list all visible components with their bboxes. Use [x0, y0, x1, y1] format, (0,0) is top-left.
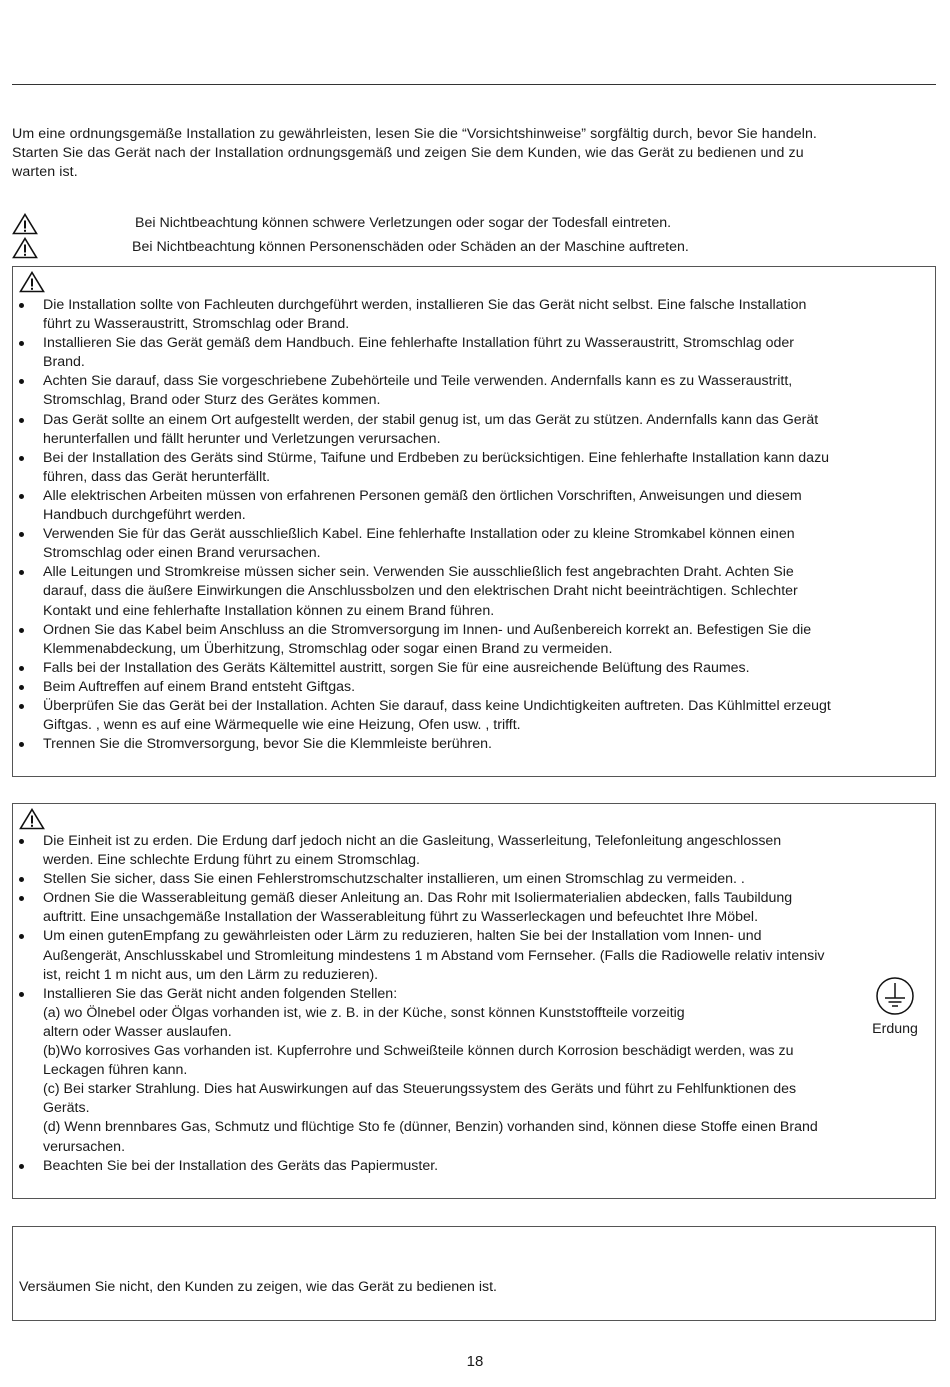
list-item-line: Installieren Sie das Gerät nicht anden folgenden Stellen: [43, 985, 398, 1002]
list-item-line: Alle Leitungen und Stromkreise müssen sicher sein. Verwenden Sie ausschließlich fest angebrachten Draht. Achten Sie [43, 564, 794, 581]
list-item-line: werden. Eine schlechte Erdung führt zu einem Stromschlag. [43, 852, 420, 869]
list-item [13, 411, 931, 449]
list-item [13, 659, 931, 678]
list-item-line: Beachten Sie bei der Installation des Geräts das Papiermuster. [43, 1157, 439, 1174]
header-rule [12, 84, 936, 85]
list-item [13, 334, 931, 372]
list-item [13, 487, 931, 525]
list-item-line: führt zu Wasseraustritt, Stromschlag oder Brand. [43, 316, 350, 333]
list-item [13, 296, 931, 334]
list-item-line: ist, reicht 1 m nicht aus, um den Lärm zu reduzieren). [43, 966, 379, 983]
list-item-line: Klemmenabdeckung, um Überhitzung, Stromschlag oder sogar einen Brand zu vermeiden. [43, 640, 613, 657]
list-item-line: Die Einheit ist zu erden. Die Erdung darf jedoch nicht an die Gasleitung, Wasserleitung, Telefonleitung angeschlossen [43, 833, 782, 849]
warning-triangle-icon [12, 213, 38, 235]
list-item-line: Überprüfen Sie das Gerät bei der Installation. Achten Sie darauf, dass keine Undichtigkeiten auftreten. Das Kühlmittel erzeugt [43, 697, 831, 714]
list-item-line: Geräts. [43, 1100, 90, 1117]
list-item-line: Falls bei der Installation des Geräts Kältemittel austritt, sorgen Sie für eine ausreichende Belüftung des Raumes. [43, 659, 750, 676]
intro-paragraph [12, 125, 922, 182]
list-item-line: Giftgas. , wenn es auf eine Wärmequelle wie eine Heizung, Ofen usw. , trifft. [43, 717, 521, 734]
list-item-line: Brand. [43, 354, 85, 371]
list-item [13, 678, 931, 697]
intro-line: Um eine ordnungsgemäße Installation zu gewährleisten, lesen Sie die “Vorsichtshinweise” sorgfältig durch, bevor Sie handeln. [12, 126, 817, 142]
list-item-line: Kontakt und eine fehlerhafte Installation können zu einem Brand führen. [43, 602, 495, 619]
list-item-line: Das Gerät sollte an einem Ort aufgestellt werden, der stabil genug ist, um das Gerät zu stützen. Andernfalls kann das Gerät [43, 411, 819, 428]
warning-triangle-icon [19, 808, 45, 830]
list-item [13, 621, 931, 659]
list-item [13, 889, 931, 927]
ground-symbol [857, 976, 933, 1039]
list-item-line: Bei der Installation des Geräts sind Stürme, Taifune und Erdbeben zu berücksichtigen. Eine fehlerhafte Installation kann dazu [43, 449, 830, 466]
list-item-line: Stromschlag oder einen Brand verursachen. [43, 545, 321, 562]
list-item [13, 735, 931, 754]
list-item-line: Um einen gutenEmpfang zu gewährleisten oder Lärm zu reduzieren, halten Sie bei der Installation vom Innen- und [43, 928, 762, 945]
list-item-line: auftritt. Eine unsachgemäße Installation der Wasserableitung führt zu Wasserleckagen und befeuchtet Ihre Möbel. [43, 909, 759, 926]
list-item-line: Trennen Sie die Stromversorgung, bevor Sie die Klemmleiste berühren. [43, 736, 492, 753]
list-item-line: Alle elektrischen Arbeiten müssen von erfahrenen Personen gemäß den örtlichen Vorschriften, Anweisungen und diesem [43, 487, 802, 504]
list-item [13, 870, 931, 889]
list-item-line: Leckagen führen kann. [43, 1062, 188, 1079]
list-item-line: Verwenden Sie für das Gerät ausschließlich Kabel. Eine fehlerhafte Installation oder zu kleine Stromkabel können einen [43, 526, 795, 543]
list-item-line: herunterfallen und fällt herunter und Verletzungen verursachen. [43, 430, 441, 447]
list-item [13, 1157, 931, 1176]
signal-caution-text: Bei Nichtbeachtung können Personenschäden oder Schäden an der Maschine auftreten. [132, 239, 689, 255]
list-item-line: (b)Wo korrosives Gas vorhanden ist. Kupferrohre und Schweißteile können durch Korrosion beschädigt werden, was zu [43, 1043, 794, 1060]
intro-line: warten ist. [12, 164, 78, 181]
warning-triangle-icon [12, 237, 38, 259]
ground-symbol-icon [875, 976, 915, 1016]
list-item [13, 525, 931, 563]
caution-box [12, 803, 936, 1199]
list-item [13, 563, 931, 620]
list-item-line: Installieren Sie das Gerät gemäß dem Handbuch. Eine fehlerhafte Installation führt zu Wasseraustritt, Stromschlag oder [43, 335, 794, 352]
ground-label: Erdung [872, 1021, 918, 1037]
warning-list [13, 296, 931, 754]
list-item-line: Die Installation sollte von Fachleuten durchgeführt werden, installieren Sie das Gerät nicht selbst. Eine falsche Installation [43, 297, 807, 313]
list-item [13, 985, 931, 1157]
list-item-line: Handbuch durchgeführt werden. [43, 507, 246, 524]
intro-line: Starten Sie das Gerät nach der Installation ordnungsgemäß und zeigen Sie dem Kunden, wie das Gerät zu bedienen und zu [12, 145, 804, 162]
customer-note-text: Versäumen Sie nicht, den Kunden zu zeigen, wie das Gerät zu bedienen ist. [19, 1279, 497, 1295]
list-item-line: Ordnen Sie das Kabel beim Anschluss an die Stromversorgung im Innen- und Außenbereich korrekt an. Befestigen Sie die [43, 621, 812, 638]
list-item [13, 832, 931, 870]
customer-note-box [12, 1226, 936, 1321]
list-item-line: verursachen. [43, 1138, 126, 1155]
list-item-line: Beim Auftreffen auf einem Brand entsteht Giftgas. [43, 678, 356, 695]
list-item [13, 927, 931, 984]
warning-box [12, 266, 936, 777]
list-item-line: (d) Wenn brennbares Gas, Schmutz und flüchtige Sto fe (dünner, Benzin) vorhanden sind, können diese Stoffe einen Brand [43, 1119, 818, 1136]
list-item-line: Stromschlag, Brand oder Sturz des Gerätes kommen. [43, 392, 381, 409]
warning-triangle-icon [19, 271, 45, 293]
list-item [13, 697, 931, 735]
list-item-line: Achten Sie darauf, dass Sie vorgeschriebene Zubehörteile und Teile verwenden. Andernfalls kann es zu Wasseraustritt, [43, 373, 793, 390]
signal-row-warning [12, 213, 922, 235]
list-item-line: Stellen Sie sicher, dass Sie einen Fehlerstromschutzschalter installieren, um einen Stromschlag zu vermeiden. . [43, 871, 745, 888]
list-item-line: Ordnen Sie die Wasserableitung gemäß dieser Anleitung an. Das Rohr mit Isoliermaterialien abdecken, falls Taubildung [43, 890, 793, 907]
list-item-line: darauf, dass die äußere Einwirkungen die Anschlussbolzen und den elektrischen Draht nicht beeinträchtigen. Schlechter [43, 583, 798, 600]
list-item-line: führen, dass das Gerät herunterfällt. [43, 468, 271, 485]
list-item [13, 372, 931, 410]
list-item [13, 449, 931, 487]
signal-warning-text: Bei Nichtbeachtung können schwere Verletzungen oder sogar der Todesfall eintreten. [135, 215, 672, 231]
signal-row-caution [12, 237, 922, 259]
list-item-line: Außengerät, Anschlusskabel und Stromleitung mindestens 1 m Abstand vom Fernseher. (Falls die Radiowelle relativ intensiv [43, 947, 825, 964]
caution-list [13, 832, 931, 1176]
list-item-line: (a) wo Ölnebel oder Ölgas vorhanden ist, wie z. B. in der Küche, sonst können Kunststoffteile vorzeitig [43, 1004, 685, 1021]
list-item-line: altern oder Wasser auslaufen. [43, 1023, 232, 1040]
list-item-line: (c) Bei starker Strahlung. Dies hat Auswirkungen auf das Steuerungssystem des Geräts und führt zu Fehlfunktionen des [43, 1081, 797, 1098]
page-number: 18 [466, 1353, 484, 1370]
